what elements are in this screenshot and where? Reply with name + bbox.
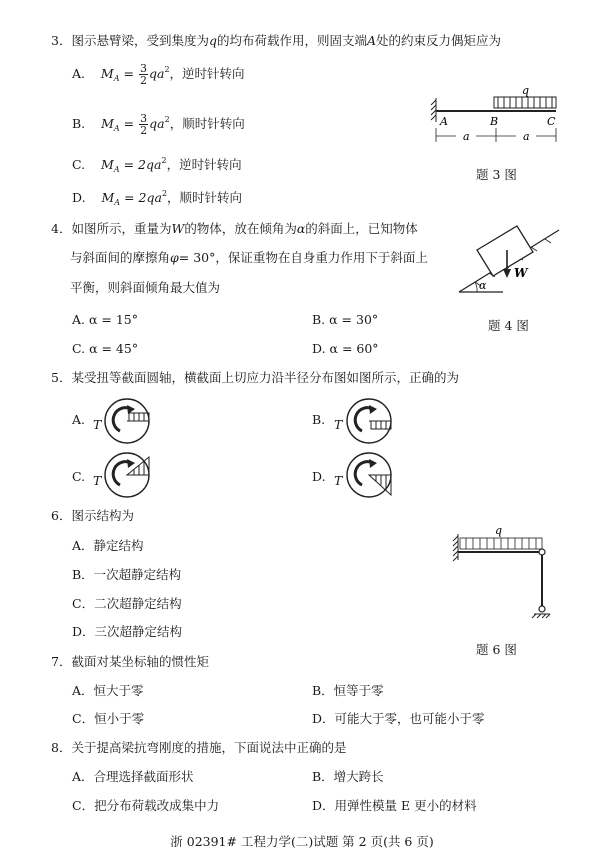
q5-stem: 5．某受扭等截面圆轴，横截面上切应力沿半径分布图如图所示，正确的为	[51, 370, 459, 385]
arrow-head	[503, 269, 511, 278]
dim-a-2: a	[523, 130, 530, 143]
q5-option-a-figure[interactable]	[103, 397, 155, 449]
q6-stem: 6．图示结构为	[51, 508, 134, 523]
q4-stem-line2: 与斜面间的摩擦角φ= 30°，保证重物在自身重力作用下于斜面上	[70, 250, 428, 265]
dimension-lines	[436, 128, 556, 142]
label-q: q	[522, 84, 530, 97]
q6-caption: 题 6 图	[476, 642, 517, 657]
label-C: C	[547, 115, 556, 128]
page-footer: 浙 02391# 工程力学(二)试题 第 2 页(共 6 页)	[170, 834, 434, 849]
q6-option-d[interactable]: D．三次超静定结构	[72, 624, 183, 639]
q8-option-d[interactable]: D．用弹性模量 E 更小的材料	[312, 798, 477, 813]
q3-option-a[interactable]: A. $M_A$ = $\frac{3}{2}$ $qa^2$，逆时针转向	[72, 62, 245, 87]
q4-option-c[interactable]: C. α = 45°	[72, 341, 139, 356]
q3-option-b[interactable]: B. $M_A$ = $\frac{3}{2}$ $qa^2$，顺时针转向	[72, 112, 245, 137]
q5-option-d-label[interactable]: D.	[312, 469, 326, 484]
q8-option-a[interactable]: A．合理选择截面形状	[72, 769, 194, 784]
q4-option-d[interactable]: D. α = 60°	[312, 341, 379, 356]
q5-option-c-figure[interactable]	[103, 451, 155, 503]
q3-figure	[430, 84, 570, 154]
q5-option-b-figure[interactable]	[345, 397, 397, 449]
q3-option-c[interactable]: C. $M_A = 2qa^2$，逆时针转向	[72, 156, 242, 174]
q5-option-b-label[interactable]: B.	[312, 412, 326, 427]
q7-option-a[interactable]: A．恒大于零	[72, 683, 144, 698]
hinge-top	[539, 549, 545, 555]
dim-a-1: a	[463, 130, 470, 143]
q4-caption: 题 4 图	[488, 318, 529, 333]
q7-stem: 7．截面对某坐标轴的惯性矩	[51, 654, 209, 669]
distributed-load	[460, 538, 542, 549]
q6-option-b[interactable]: B．一次超静定结构	[72, 567, 182, 582]
q4-stem-line1: 4．如图所示，重量为W的物体，放在倾角为α的斜面上，已知物体	[51, 221, 418, 236]
q5-option-a-label[interactable]: A.	[72, 412, 86, 427]
q4-option-b[interactable]: B. α = 30°	[312, 312, 379, 327]
label-W: W	[514, 266, 528, 280]
q3-stem: 3．图示悬臂梁，受到集度为q的均布荷载作用，则固支端A处的约束反力偶矩应为	[51, 33, 502, 48]
hinge-bottom	[539, 606, 545, 612]
q5-d-torque-label: T	[334, 473, 343, 488]
q8-option-b[interactable]: B．增大跨长	[312, 769, 384, 784]
label-alpha: α	[479, 279, 487, 292]
q7-option-c[interactable]: C．恒小于零	[72, 711, 145, 726]
pin-support	[532, 614, 550, 618]
fixed-support-hatch	[431, 98, 436, 122]
q6-option-a[interactable]: A．静定结构	[72, 538, 144, 553]
distributed-load	[494, 97, 556, 108]
q4-option-a[interactable]: A. α = 15°	[72, 312, 138, 327]
q5-option-c-label[interactable]: C.	[72, 469, 86, 484]
q5-b-torque-label: T	[334, 417, 343, 432]
q8-stem: 8．关于提高梁抗弯刚度的措施，下面说法中正确的是	[51, 740, 347, 755]
q6-option-c[interactable]: C．二次超静定结构	[72, 596, 182, 611]
q8-option-c[interactable]: C．把分布荷载改成集中力	[72, 798, 220, 813]
q6-figure	[450, 524, 560, 620]
q4-figure	[455, 222, 565, 300]
q5-a-torque-label: T	[93, 417, 102, 432]
label-A: A	[440, 115, 448, 128]
q7-option-b[interactable]: B．恒等于零	[312, 683, 384, 698]
q5-option-d-figure[interactable]	[345, 451, 397, 503]
q3-option-d[interactable]: D. $M_A = 2qa^2$，顺时针转向	[72, 189, 243, 207]
q5-c-torque-label: T	[93, 473, 102, 488]
q3-caption: 题 3 图	[476, 167, 517, 182]
label-q: q	[495, 524, 503, 537]
q7-option-d[interactable]: D．可能大于零，也可能小于零	[312, 711, 485, 726]
q4-stem-line3: 平衡，则斜面倾角最大值为	[70, 280, 221, 295]
label-B: B	[490, 115, 499, 128]
fixed-wall	[453, 534, 458, 561]
fraction: $\frac{3}{2}$	[139, 62, 147, 87]
fraction: $\frac{3}{2}$	[140, 112, 148, 137]
